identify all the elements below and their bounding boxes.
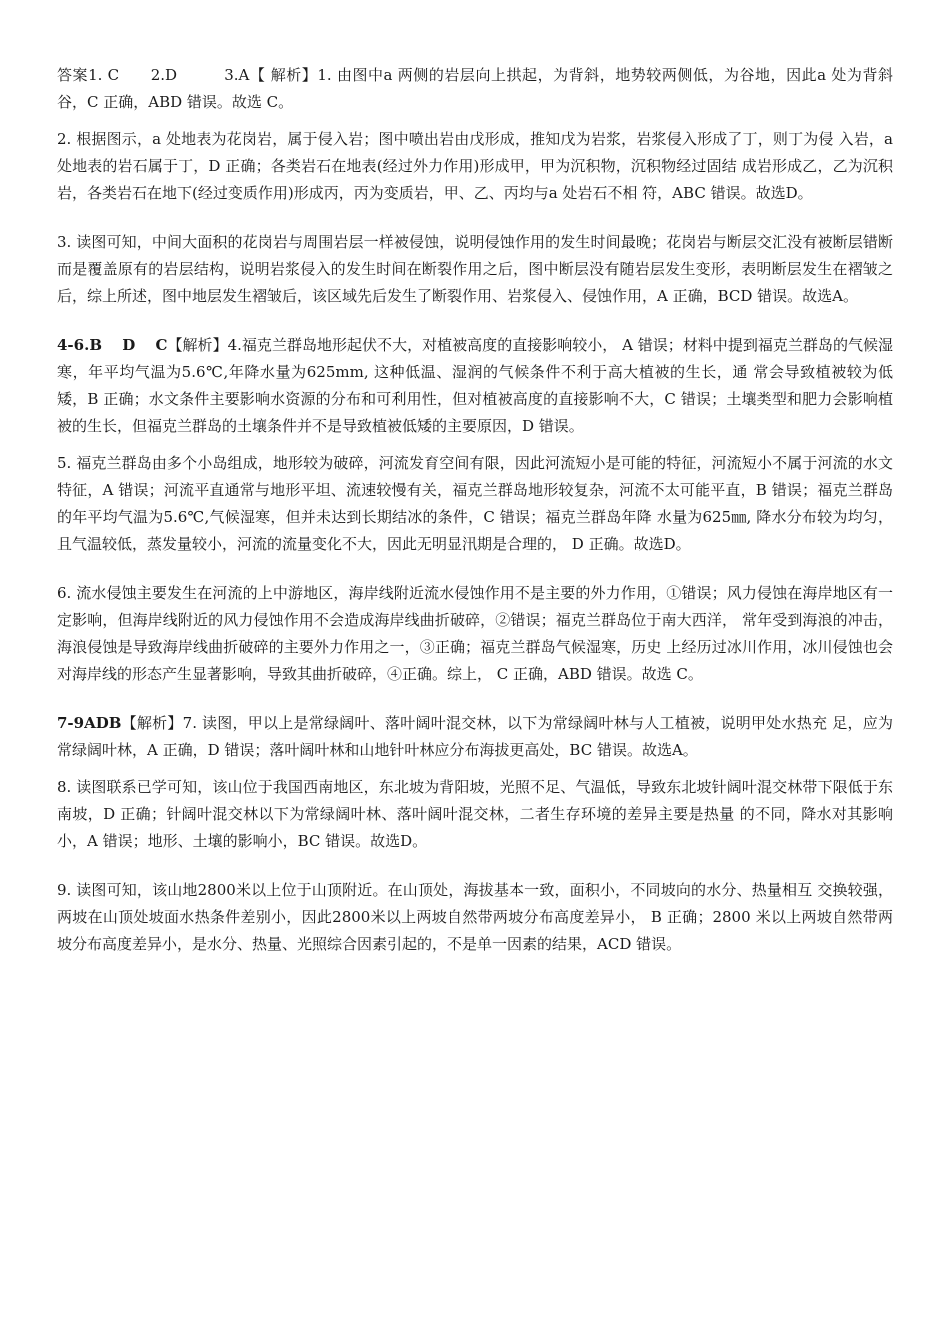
answer-text: 9. 读图可知，该山地2800米以上位于山顶附近。在山顶处，海拔基本一致，面积小，不同坡向的水分、热量相互 交换较强，两坡在山顶处坡面水热条件差别小，因此2800米以上两坡自然带两坡分布高度差异小， B 正确；2800 米以上两坡自然带两坡分布高度差异小，是水分、热量、光照综合因素引起的，不是单一因素的结果，ACD 错误。	[57, 881, 893, 953]
answer-text: 5. 福克兰群岛由多个小岛组成，地形较为破碎，河流发育空间有限，因此河流短小是可能的特征，河流短小不属于河流的水文特征，A 错误；河流平直通常与地形平坦、流速较慢有关，福克兰群岛地形较复杂，河流不太可能平直，B 错误；福克兰群岛的年平均气温为5.6℃,气候湿寒，但并未达到长期结冰的条件，C 错误；福克兰群岛年降 水量为625㎜, 降水分布较为均匀，且气温较低，蒸发量较小，河流的流量变化不大，因此无明显汛期是合理的， D 正确。故选D。	[57, 454, 893, 553]
answer-paragraph-1	[57, 62, 893, 116]
answer-text: 【解析】4.福克兰群岛地形起伏不大，对植被高度的直接影响较小， A 错误；材料中提到福克兰群岛的气候湿寒，年平均气温为5.6℃,年降水量为625mm, 这种低温、湿润的气候条件不利于高大植被的生长，通 常会导致植被较为低矮，B 正确；水文条件主要影响水资源的分布和可利用性，但对植被高度的直接影响不大，C 错误；土壤类型和肥力会影响植被的生长，但福克兰群岛的土壤条件并不是导致植被低矮的主要原因，D 错误。	[57, 336, 893, 435]
answer-text: 1. 由图中a 两侧的岩层向上拱起，为背斜，地势较两侧低，为谷地，因此a 处为背斜谷，C 正确，ABD 错误。故选 C。	[57, 66, 893, 111]
answer-text: 8. 读图联系已学可知，该山位于我国西南地区，东北坡为背阳坡，光照不足、气温低，导致东北坡针阔叶混交林带下限低于东南坡，D 正确；针阔叶混交林以下为常绿阔叶林、落叶阔叶混交林，二者生存环境的差异主要是热量 的不同，降水对其影响小，A 错误；地形、土壤的影响小，BC 错误。故选D。	[57, 778, 893, 850]
answer-text: 2. 根据图示，a 处地表为花岗岩，属于侵入岩；图中喷出岩由戊形成，推知戊为岩浆，岩浆侵入形成了丁，则丁为侵 入岩，a 处地表的岩石属于丁，D 正确；各类岩石在地表(经过外力作用)形成甲，甲为沉积物，沉积物经过固结 成岩形成乙，乙为沉积岩，各类岩石在地下(经过变质作用)形成丙，丙为变质岩，甲、乙、丙均与a 处岩石不相 符，ABC 错误。故选D。	[57, 130, 893, 202]
answer-lead: 答案1. C 2.D 3.A【 解析】	[57, 66, 318, 84]
answer-lead: 4-6.B D C	[57, 336, 168, 354]
answer-paragraph-2	[57, 126, 893, 207]
answer-paragraph-8	[57, 774, 893, 855]
answer-paragraph-6	[57, 580, 893, 688]
answer-paragraph-5	[57, 450, 893, 558]
answer-lead: 7-9ADB	[57, 714, 122, 732]
answer-text: 6. 流水侵蚀主要发生在河流的上中游地区，海岸线附近流水侵蚀作用不是主要的外力作用，①错误；风力侵蚀在海岸地区有一定影响，但海岸线附近的风力侵蚀作用不会造成海岸线曲折破碎，②错误；福克兰群岛位于南大西洋， 常年受到海浪的冲击，海浪侵蚀是导致海岸线曲折破碎的主要外力作用之一，③正确；福克兰群岛气候湿寒，历史 上经历过冰川作用，冰川侵蚀也会对海岸线的形态产生显著影响，导致其曲折破碎，④正确。综上， C 正确，ABD 错误。故选 C。	[57, 584, 893, 683]
answer-text: 3. 读图可知，中间大面积的花岗岩与周围岩层一样被侵蚀，说明侵蚀作用的发生时间最晚；花岗岩与断层交汇没有被断层错断而是覆盖原有的岩层结构，说明岩浆侵入的发生时间在断裂作用之后，图中断层没有随岩层发生变形，表明断层发生在褶皱之后，综上所述，图中地层发生褶皱后，该区域先后发生了断裂作用、岩浆侵入、侵蚀作用，A 正确，BCD 错误。故选A。	[57, 233, 893, 305]
answer-document	[57, 62, 893, 958]
answer-text: 【解析】7. 读图，甲以上是常绿阔叶、落叶阔叶混交林，以下为常绿阔叶林与人工植被，说明甲处水热充 足，应为常绿阔叶林，A 正确，D 错误；落叶阔叶林和山地针叶林应分布海拔更高处，BC 错误。故选A。	[57, 714, 893, 759]
answer-paragraph-3	[57, 229, 893, 310]
answer-paragraph-9	[57, 877, 893, 958]
answer-paragraph-7	[57, 710, 893, 764]
answer-paragraph-4	[57, 332, 893, 440]
